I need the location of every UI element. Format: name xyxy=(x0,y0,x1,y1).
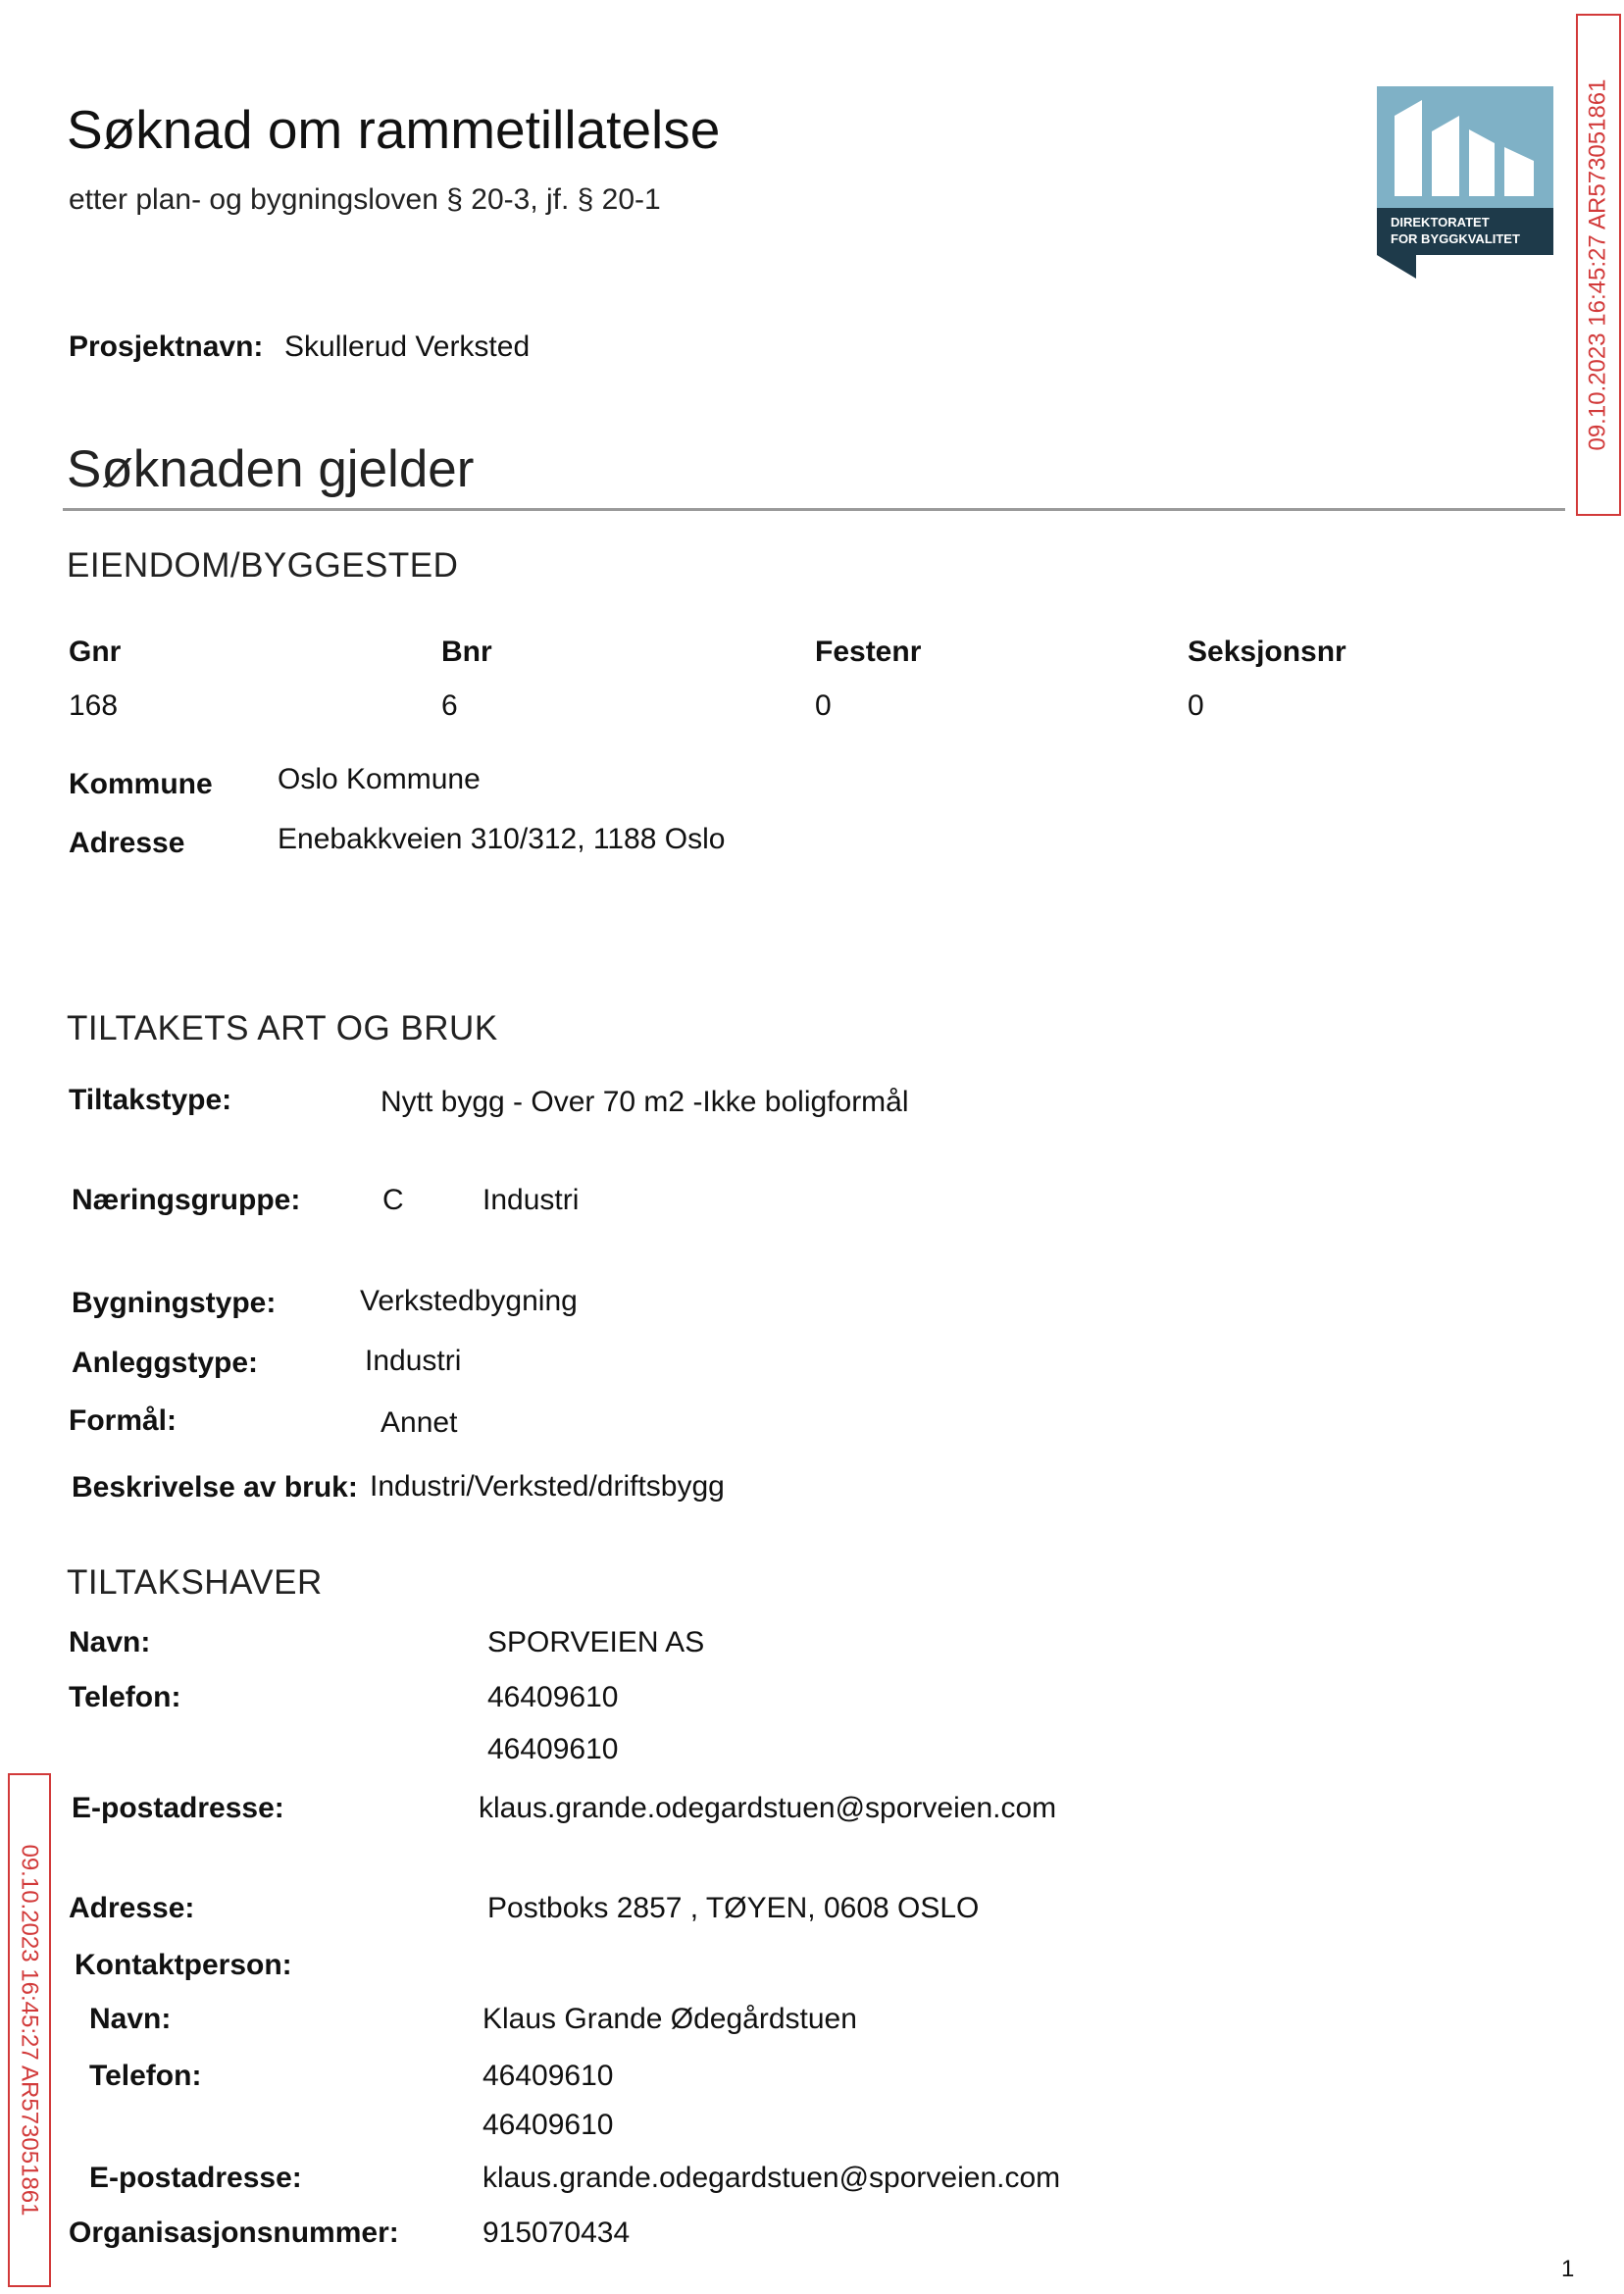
document-subtitle: etter plan- og bygningsloven § 20-3, jf. § 20-1 xyxy=(69,183,661,216)
bnr-value: 6 xyxy=(441,689,458,722)
kontaktperson-label: Kontaktperson: xyxy=(75,1949,292,1981)
project-label: Prosjektnavn: xyxy=(69,331,264,363)
eiendom-heading: EIENDOM/BYGGESTED xyxy=(67,546,459,585)
kontakt-telefon-value-1: 46409610 xyxy=(482,2060,614,2092)
timestamp-stamp-top xyxy=(1576,14,1621,516)
kontakt-epost-label: E-postadresse: xyxy=(89,2162,302,2194)
naeringsgruppe-value: Industri xyxy=(482,1184,580,1216)
page-number: 1 xyxy=(1561,2256,1575,2282)
kontakt-epost-value: klaus.grande.odegardstuen@sporveien.com xyxy=(482,2162,1061,2194)
navn-label: Navn: xyxy=(69,1626,151,1658)
seksjonsnr-label: Seksjonsnr xyxy=(1188,636,1346,668)
orgnr-label: Organisasjonsnummer: xyxy=(69,2217,399,2249)
stamp-text: 09.10.2023 16:45:27 AR573051861 xyxy=(17,1844,43,2217)
timestamp-stamp-left xyxy=(8,1773,51,2287)
naeringsgruppe-label: Næringsgruppe: xyxy=(72,1184,301,1216)
navn-value: SPORVEIEN AS xyxy=(487,1626,705,1658)
formal-label: Formål: xyxy=(69,1404,178,1437)
telefon-label: Telefon: xyxy=(69,1681,181,1713)
kontakt-navn-value: Klaus Grande Ødegårdstuen xyxy=(482,2003,857,2035)
kontakt-telefon-value-2: 46409610 xyxy=(482,2109,614,2141)
tiltakstype-label: Tiltakstype: xyxy=(69,1084,232,1116)
logo-text-line1: DIREKTORATET xyxy=(1391,215,1490,229)
gnr-label: Gnr xyxy=(69,636,122,668)
festenr-label: Festenr xyxy=(815,636,922,668)
tiltakshaver-adresse-label: Adresse: xyxy=(69,1892,195,1924)
anleggstype-value: Industri xyxy=(365,1345,462,1377)
formal-value: Annet xyxy=(381,1406,458,1439)
telefon-value-1: 46409610 xyxy=(487,1681,619,1713)
telefon-value-2: 46409610 xyxy=(487,1733,619,1765)
document-title: Søknad om rammetillatelse xyxy=(67,99,721,160)
stamp-text: 09.10.2023 16:45:27 AR573051861 xyxy=(1585,78,1611,451)
kommune-value: Oslo Kommune xyxy=(278,763,481,795)
naeringsgruppe-code: C xyxy=(382,1184,404,1216)
logo-text-line2: FOR BYGGKVALITET xyxy=(1391,231,1520,246)
kommune-label: Kommune xyxy=(69,768,213,800)
seksjonsnr-value: 0 xyxy=(1188,689,1204,722)
gnr-value: 168 xyxy=(69,689,119,722)
orgnr-value: 915070434 xyxy=(482,2217,631,2249)
epost-value: klaus.grande.odegardstuen@sporveien.com xyxy=(479,1792,1057,1824)
adresse-label: Adresse xyxy=(69,827,185,859)
beskrivelse-label: Beskrivelse av bruk: xyxy=(72,1471,358,1504)
epost-label: E-postadresse: xyxy=(72,1792,284,1824)
kontakt-navn-label: Navn: xyxy=(89,2003,172,2035)
section-divider xyxy=(63,508,1565,511)
kontakt-telefon-label: Telefon: xyxy=(89,2060,202,2092)
bnr-label: Bnr xyxy=(441,636,492,668)
tiltakshaver-adresse-value: Postboks 2857 , TØYEN, 0608 OSLO xyxy=(487,1892,980,1924)
section-title: Søknaden gjelder xyxy=(67,440,475,498)
bygningstype-label: Bygningstype: xyxy=(72,1287,277,1319)
beskrivelse-value: Industri/Verksted/driftsbygg xyxy=(370,1470,725,1503)
dibk-logo xyxy=(1377,86,1553,279)
festenr-value: 0 xyxy=(815,689,832,722)
tiltak-heading: TILTAKETS ART OG BRUK xyxy=(67,1009,498,1047)
tiltakstype-value: Nytt bygg - Over 70 m2 -Ikke boligformål xyxy=(381,1086,909,1118)
tiltakshaver-heading: TILTAKSHAVER xyxy=(67,1563,323,1602)
project-name: Skullerud Verksted xyxy=(284,331,531,363)
anleggstype-label: Anleggstype: xyxy=(72,1347,259,1379)
bygningstype-value: Verkstedbygning xyxy=(360,1285,578,1317)
adresse-value: Enebakkveien 310/312, 1188 Oslo xyxy=(278,823,726,855)
